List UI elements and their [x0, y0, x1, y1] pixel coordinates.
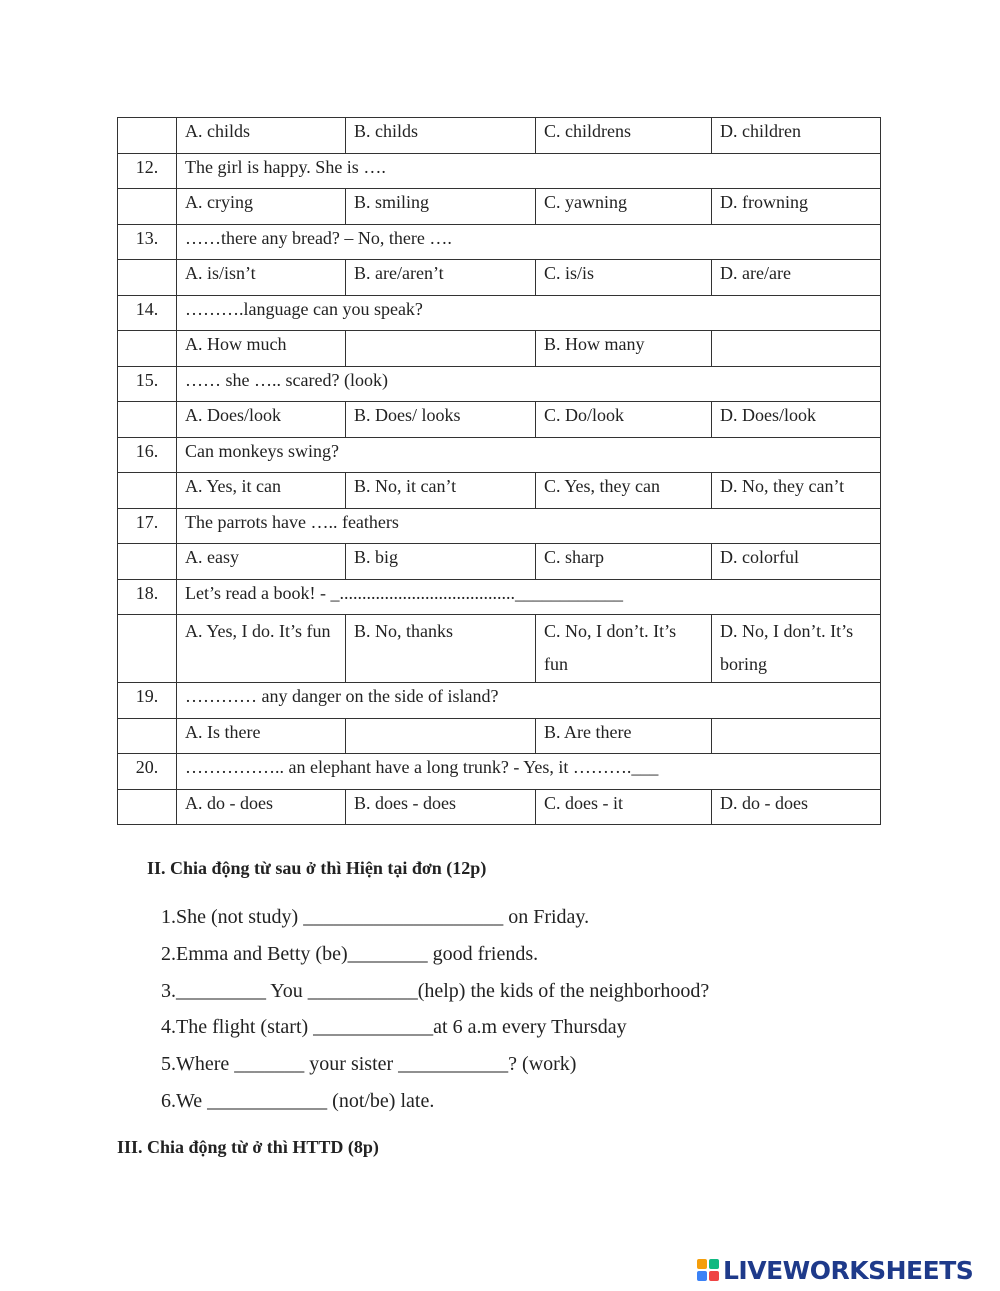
question-text: The girl is happy. She is …. [177, 153, 881, 189]
answer-option: C. sharp [536, 544, 712, 580]
question-number: 17. [118, 508, 177, 544]
answer-option: C. childrens [536, 118, 712, 154]
exercise-text: She (not study) ____________________ on Friday. [176, 906, 590, 928]
question-number: 16. [118, 437, 177, 473]
answer-option: B. No, thanks [346, 615, 536, 683]
answer-option: A. Is there [177, 718, 346, 754]
question-row [118, 224, 881, 260]
answer-option: B. No, it can’t [346, 473, 536, 509]
answer-option: A. is/isn’t [177, 260, 346, 296]
answer-option: A. childs [177, 118, 346, 154]
answer-option: B. Does/ looks [346, 402, 536, 438]
question-row [118, 437, 881, 473]
exercise-item-1 [138, 901, 709, 938]
options-row [118, 544, 881, 580]
options-row [118, 331, 881, 367]
logo-square [709, 1271, 719, 1281]
answer-option: A. Does/look [177, 402, 346, 438]
answer-option [712, 718, 881, 754]
exercise-number: 4. [161, 1016, 176, 1039]
logo-square [697, 1259, 707, 1269]
question-row [118, 754, 881, 790]
quiz-table [117, 117, 881, 825]
answer-option: C. Do/look [536, 402, 712, 438]
answer-option: C. yawning [536, 189, 712, 225]
question-text: Can monkeys swing? [177, 437, 881, 473]
exercise-item-2 [138, 938, 709, 975]
question-number: 15. [118, 366, 177, 402]
section-3-title: III. Chia động từ ở thì HTTD (8p) [117, 1137, 379, 1157]
answer-option: C. Yes, they can [536, 473, 712, 509]
question-text: Let’s read a book! - _.......................................____________ [177, 579, 881, 615]
section-2-list [138, 901, 709, 1122]
exercise-text: Where _______ your sister ___________? (work) [176, 1053, 577, 1076]
answer-option: A. How much [177, 331, 346, 367]
question-text: ……….language can you speak? [177, 295, 881, 331]
question-number [118, 331, 177, 367]
exercise-item-3 [138, 975, 709, 1012]
section-2-title: II. Chia động từ sau ở thì Hiện tại đơn (12p) [147, 858, 487, 878]
logo-text: LIVEWORKSHEETS [723, 1255, 974, 1285]
question-number [118, 473, 177, 509]
answer-option: B. How many [536, 331, 712, 367]
question-number: 14. [118, 295, 177, 331]
logo-square [709, 1259, 719, 1269]
answer-option: B. are/aren’t [346, 260, 536, 296]
answer-option: D. frowning [712, 189, 881, 225]
exercise-item-6 [138, 1085, 709, 1122]
exercise-item-5 [138, 1048, 709, 1085]
logo-square [697, 1271, 707, 1281]
options-row [118, 718, 881, 754]
answer-option [346, 718, 536, 754]
answer-option: D. colorful [712, 544, 881, 580]
question-text: The parrots have ….. feathers [177, 508, 881, 544]
answer-option: A. do - does [177, 789, 346, 825]
question-number [118, 402, 177, 438]
answer-option [346, 331, 536, 367]
exercise-number: 5. [161, 1053, 176, 1076]
question-text: …… she ….. scared? (look) [177, 366, 881, 402]
question-number [118, 118, 177, 154]
options-row [118, 402, 881, 438]
exercise-text: _________ You ___________(help) the kids of the neighborhood? [176, 979, 710, 1002]
question-number: 13. [118, 224, 177, 260]
question-text: ……there any bread? – No, there …. [177, 224, 881, 260]
exercise-text: The flight (start) ____________at 6 a.m every Thursday [176, 1016, 627, 1039]
question-number: 12. [118, 153, 177, 189]
question-number: 19. [118, 683, 177, 719]
answer-option: D. children [712, 118, 881, 154]
options-row [118, 789, 881, 825]
exercise-number: 2. [161, 942, 176, 965]
question-row [118, 295, 881, 331]
answer-option: A. Yes, it can [177, 473, 346, 509]
question-number [118, 544, 177, 580]
answer-option: D. Does/look [712, 402, 881, 438]
exercise-number: 3. [161, 979, 176, 1002]
answer-option: D. No, I don’t. It’s boring [712, 615, 881, 683]
options-row [118, 118, 881, 154]
question-number [118, 718, 177, 754]
answer-option: B. Are there [536, 718, 712, 754]
answer-option: A. Yes, I do. It’s fun [177, 615, 346, 683]
answer-option: A. easy [177, 544, 346, 580]
question-row [118, 683, 881, 719]
question-number [118, 189, 177, 225]
logo-mark-icon [697, 1259, 719, 1281]
exercise-number: 1. [161, 906, 176, 928]
answer-option: B. big [346, 544, 536, 580]
answer-option: D. No, they can’t [712, 473, 881, 509]
question-number: 20. [118, 754, 177, 790]
exercise-text: Emma and Betty (be)________ good friends. [176, 942, 539, 965]
answer-option: D. do - does [712, 789, 881, 825]
question-text: ………… any danger on the side of island? [177, 683, 881, 719]
answer-option: B. does - does [346, 789, 536, 825]
exercise-number: 6. [161, 1089, 176, 1112]
answer-option: B. smiling [346, 189, 536, 225]
question-number [118, 789, 177, 825]
answer-option [712, 331, 881, 367]
question-number [118, 260, 177, 296]
question-number: 18. [118, 579, 177, 615]
question-row [118, 579, 881, 615]
liveworksheets-logo[interactable] [697, 1255, 973, 1285]
options-row [118, 473, 881, 509]
exercise-text: We ____________ (not/be) late. [176, 1089, 435, 1112]
answer-option: B. childs [346, 118, 536, 154]
options-row [118, 615, 881, 683]
answer-option: C. does - it [536, 789, 712, 825]
options-row [118, 189, 881, 225]
answer-option: D. are/are [712, 260, 881, 296]
answer-option: C. No, I don’t. It’s fun [536, 615, 712, 683]
question-row [118, 508, 881, 544]
question-row [118, 366, 881, 402]
question-row [118, 153, 881, 189]
exercise-item-4 [138, 1011, 709, 1048]
options-row [118, 260, 881, 296]
answer-option: A. crying [177, 189, 346, 225]
answer-option: C. is/is [536, 260, 712, 296]
question-number [118, 615, 177, 683]
question-text: …………….. an elephant have a long trunk? - Yes, it ……….___ [177, 754, 881, 790]
